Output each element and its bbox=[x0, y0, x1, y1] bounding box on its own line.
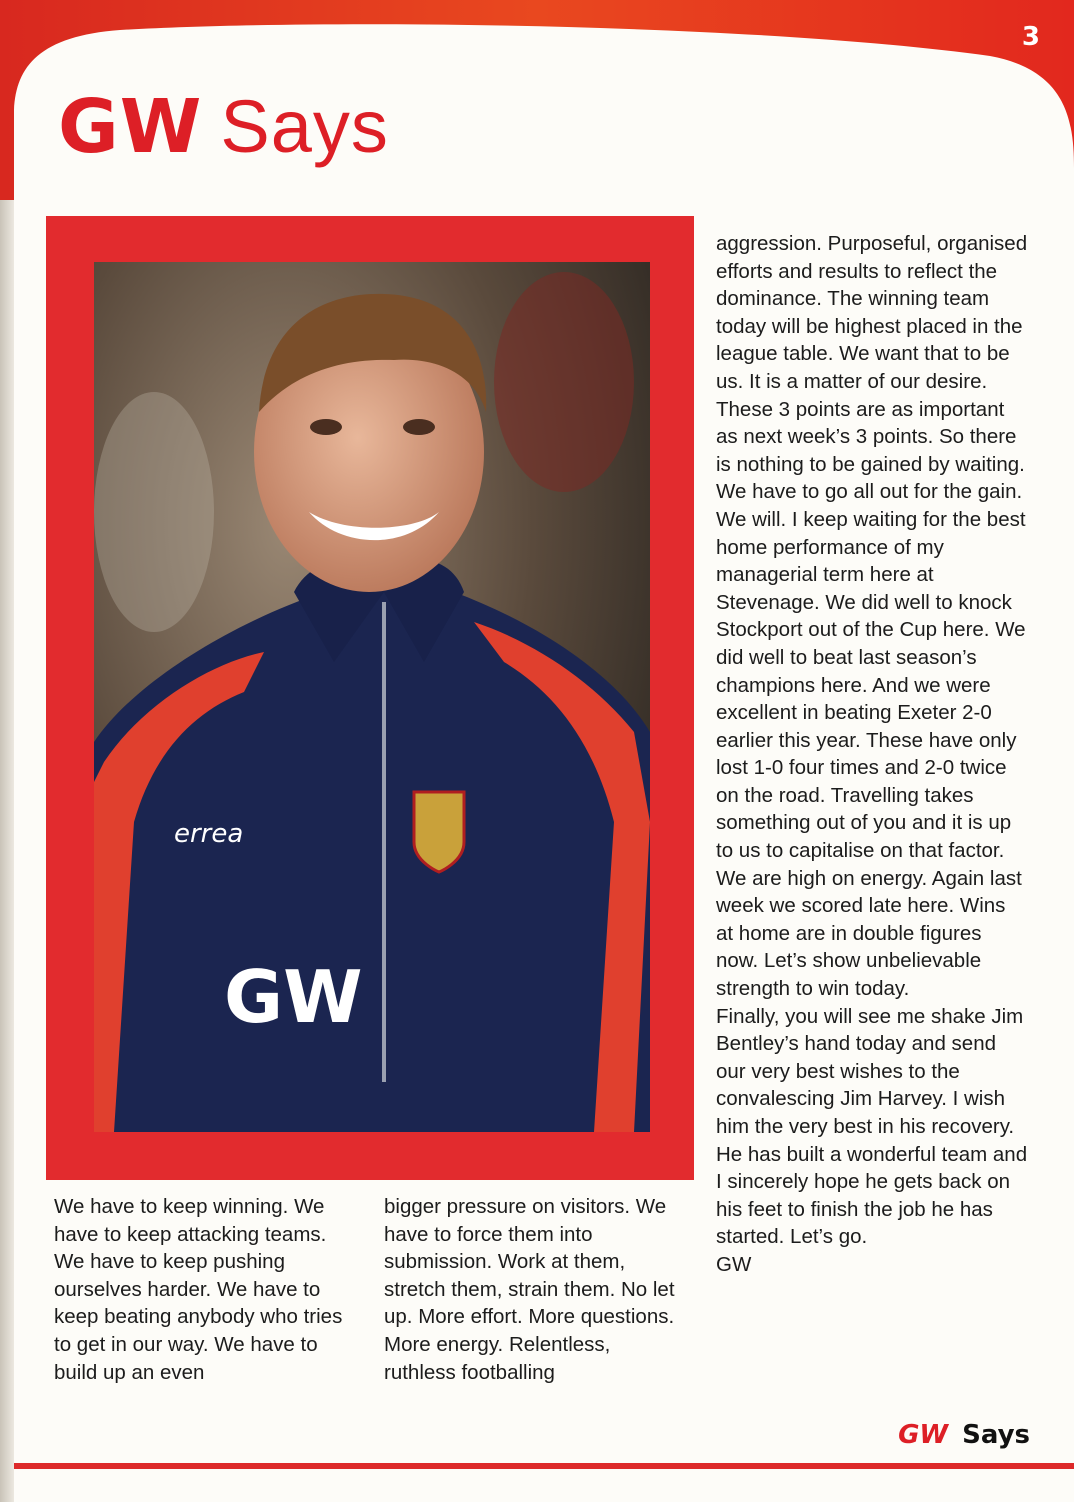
jacket-initials-text: GW bbox=[224, 955, 363, 1039]
page-number: 3 bbox=[1021, 22, 1040, 52]
article-paragraph: Finally, you will see me shake Jim Bentley’s hand today and send our very best wishes to the convalescing Jim Harvey. I wish him the very best in his recovery. He has built a wonderful team and I sincerely hope he gets back on his feet to finish the job he has started. Let’s go. bbox=[716, 1004, 1028, 1249]
footer-section-logo bbox=[898, 1420, 1030, 1450]
footer-divider bbox=[14, 1463, 1074, 1469]
article-paragraph: We have to keep winning. We have to keep attacking teams. We have to keep pushing ourselves harder. We have to keep beating anybody who tries to get in our way. We have to build up an even bbox=[54, 1195, 343, 1384]
jacket-brand-text: errea bbox=[174, 819, 244, 849]
article-paragraph: bigger pressure on visitors. We have to force them into submission. Work at them, stretch them, strain them. No let up. More effort. More questions. More energy. Relentless, ruthless footballing bbox=[384, 1195, 675, 1384]
article-column-middle bbox=[384, 1193, 684, 1386]
article-paragraph: aggression. Purposeful, organised efforts and results to reflect the dominance. The winning team today will be highest placed in the league table. We want that to be us. It is a matter of our desire. These 3 points are as important as next week’s 3 points. So there is nothing to be gained by waiting. We have to go all out for the gain. We will. I keep waiting for the best home performance of my managerial term here at Stevenage. We did well to knock Stockport out of the Cup here. We did well to beat last season’s champions here. And we were excellent in beating Exeter 2-0 earlier this year. These have only lost 1-0 four times and 2-0 twice on the road. Travelling takes something out of you and it is up to us to capitalise on that factor. We are high on energy. Again last week we scored late here. Wins at home are in double figures now. Let’s show unbelievable strength to win today. bbox=[716, 232, 1028, 1001]
manager-portrait-illustration bbox=[94, 262, 650, 1132]
footer-logo-says: Says bbox=[962, 1420, 1030, 1450]
article-column-left bbox=[54, 1193, 354, 1386]
article-column-right bbox=[716, 230, 1028, 1279]
footer-logo-gw: GW bbox=[898, 1420, 949, 1450]
page-spine bbox=[0, 0, 14, 1502]
photo-frame bbox=[46, 216, 694, 1180]
title-says: Says bbox=[220, 85, 389, 168]
article-signature: GW bbox=[716, 1252, 752, 1276]
manager-photo bbox=[94, 262, 650, 1132]
page-title bbox=[58, 84, 389, 170]
title-gw: GW bbox=[58, 84, 203, 170]
